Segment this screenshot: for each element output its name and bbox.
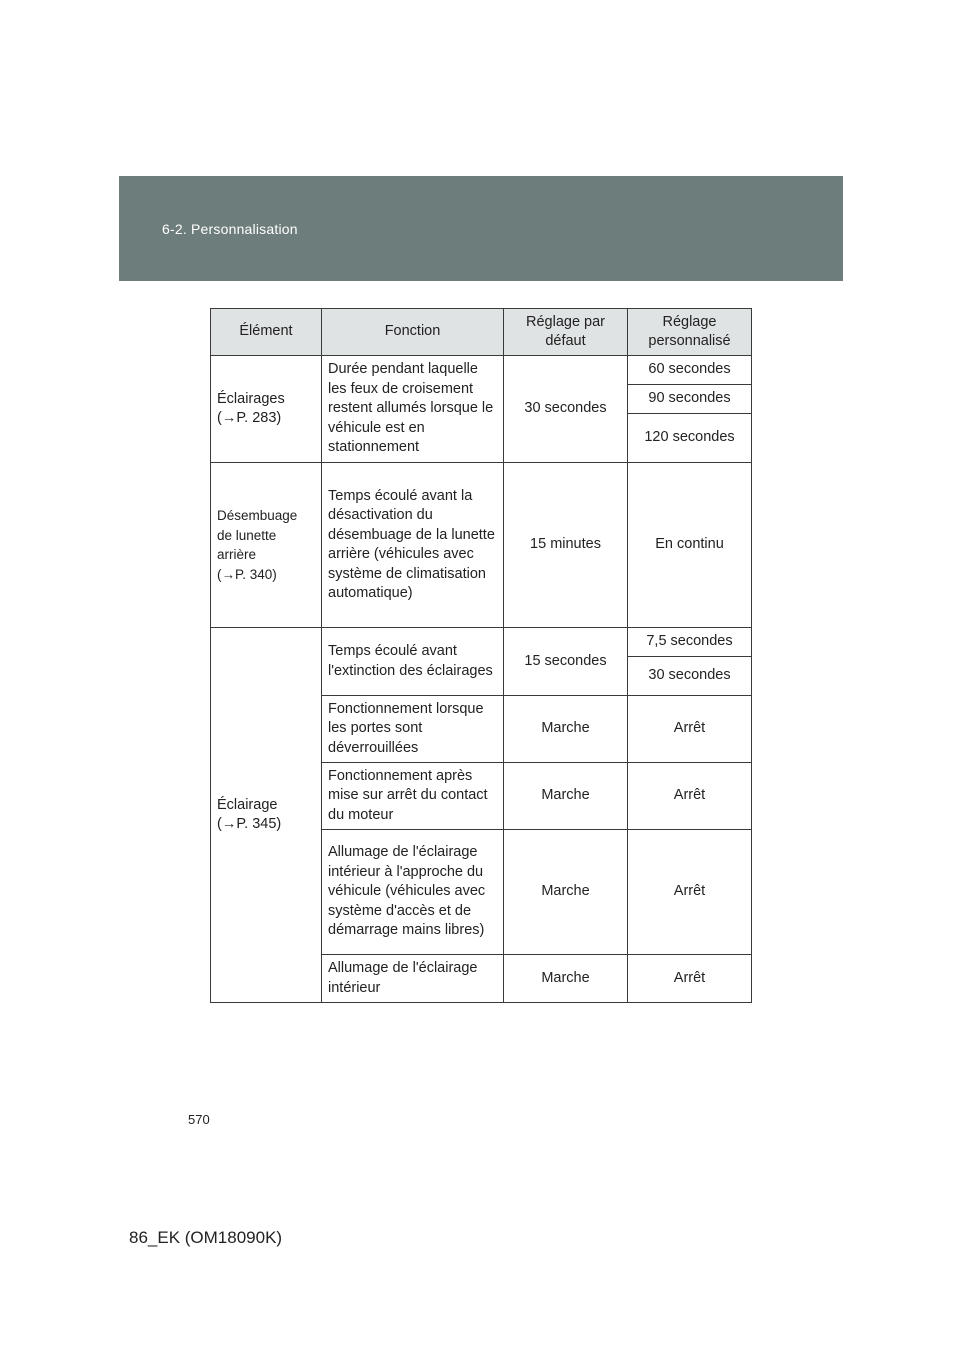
section-title: 6-2. Personnalisation [162,221,298,237]
default-cell: 15 minutes [504,463,628,628]
document-code: 86_EK (OM18090K) [129,1228,283,1247]
custom-cell: Arrêt [628,696,752,763]
default-cell: Marche [504,696,628,763]
function-cell: Durée pendant laquelle les feux de croisement restent allumés lorsque le véhicule est en stationnement [322,356,504,463]
header-custom: Réglage personnalisé [628,309,752,356]
page-number: 570 [188,1112,210,1127]
custom-cell: 7,5 secondes [628,628,752,657]
table-row [211,628,752,657]
custom-cell: Arrêt [628,830,752,955]
customization-table [210,308,752,1003]
function-cell: Allumage de l'éclairage intérieur [322,955,504,1003]
custom-cell: Arrêt [628,955,752,1003]
custom-cell: 60 secondes [628,356,752,385]
element-cell: Désembuage de lunette arrière (→P. 340) [211,463,322,628]
custom-cell: 120 secondes [628,414,752,463]
function-cell: Allumage de l'éclairage intérieur à l'approche du véhicule (véhicules avec système d'accès et de démarrage mains libres) [322,830,504,955]
header-default: Réglage par défaut [504,309,628,356]
element-cell: Éclairages (→P. 283) [211,356,322,463]
element-cell: Éclairage (→P. 345) [211,628,322,1003]
function-cell: Temps écoulé avant la désactivation du désembuage de la lunette arrière (véhicules avec système de climatisation automatique) [322,463,504,628]
custom-cell: 90 secondes [628,385,752,414]
default-cell: 15 secondes [504,628,628,696]
custom-cell: En continu [628,463,752,628]
chapter-header-band [119,176,843,281]
default-cell: Marche [504,830,628,955]
table-row [211,463,752,628]
header-function: Fonction [322,309,504,356]
default-cell: 30 secondes [504,356,628,463]
custom-cell: 30 secondes [628,657,752,696]
custom-cell: Arrêt [628,763,752,830]
table-header-row [211,309,752,356]
table-row [211,356,752,385]
header-element: Élément [211,309,322,356]
default-cell: Marche [504,763,628,830]
function-cell: Fonctionnement lorsque les portes sont déverrouillées [322,696,504,763]
function-cell: Temps écoulé avant l'extinction des éclairages [322,628,504,696]
default-cell: Marche [504,955,628,1003]
function-cell: Fonctionnement après mise sur arrêt du contact du moteur [322,763,504,830]
